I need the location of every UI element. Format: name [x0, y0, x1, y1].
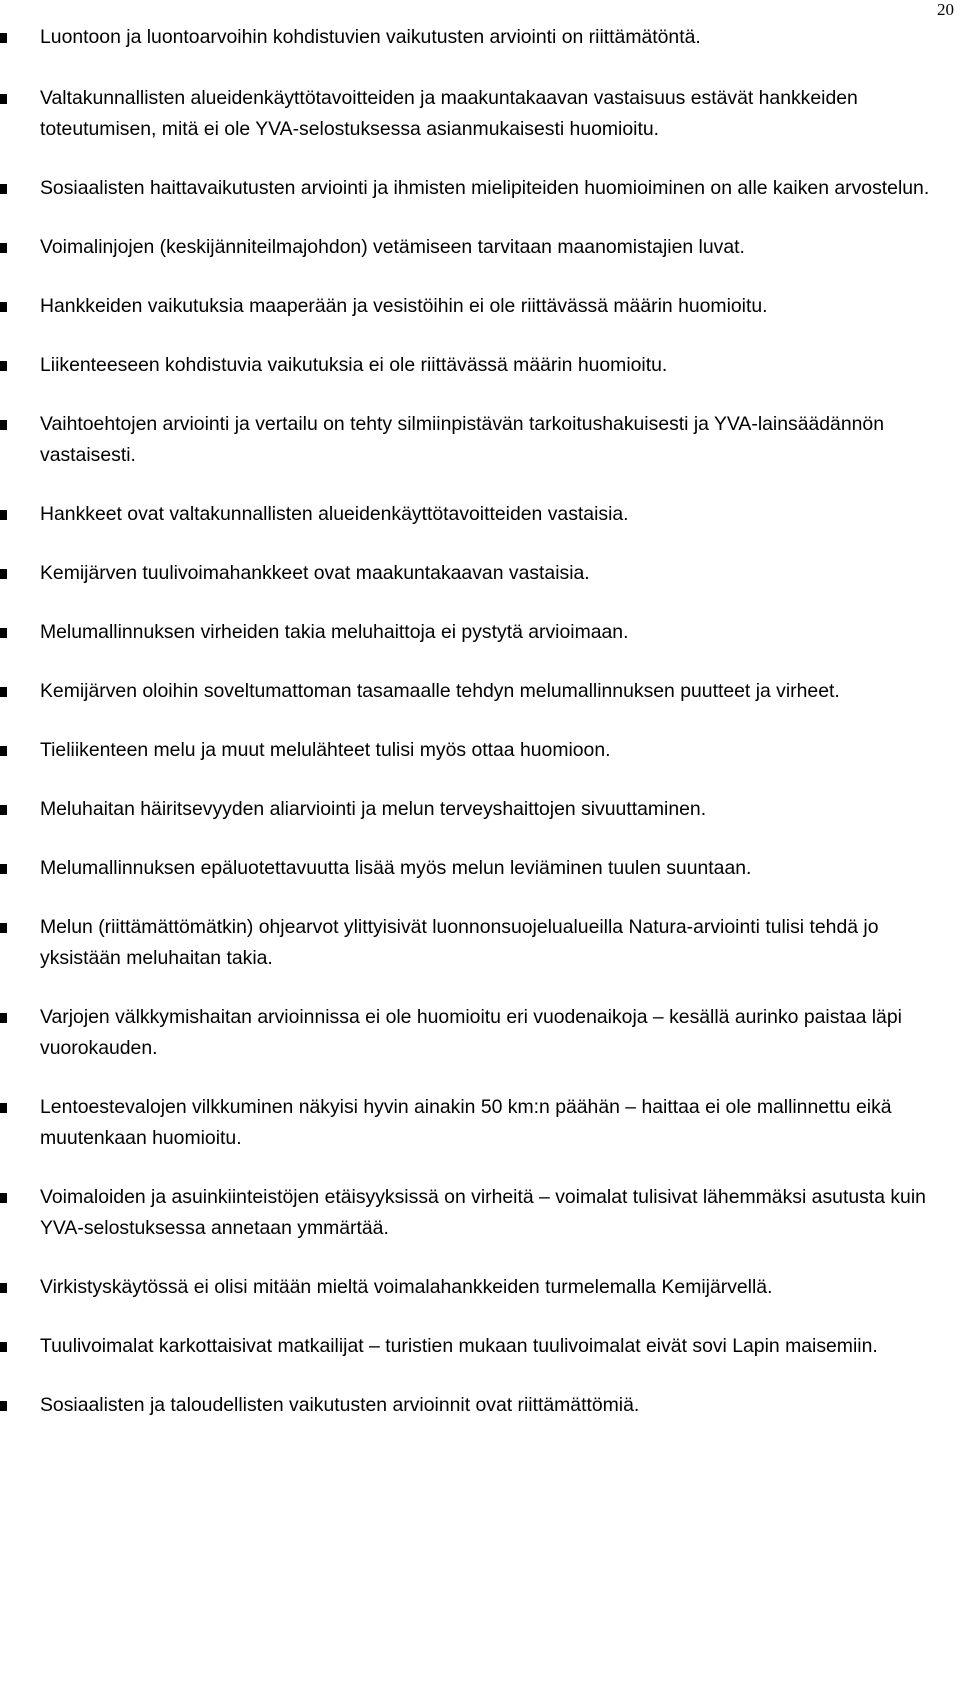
bullet-icon [0, 184, 7, 194]
list-item [0, 409, 960, 471]
bullet-icon [0, 746, 7, 756]
bullet-icon [0, 1342, 7, 1352]
list-item [0, 350, 960, 381]
list-item [0, 1092, 960, 1154]
bullet-list [0, 22, 960, 1449]
list-item-text: Luontoon ja luontoarvoihin kohdistuvien vaikutusten arviointi on riittämätöntä. [40, 26, 701, 48]
list-item-text: Melumallinnuksen epäluotettavuutta lisää myös melun leviäminen tuulen suuntaan. [40, 857, 752, 879]
list-item-text: Virkistyskäytössä ei olisi mitään mieltä voimalahankkeiden turmelemalla Kemijärvellä. [40, 1276, 773, 1298]
bullet-icon [0, 628, 7, 638]
bullet-icon [0, 1103, 7, 1113]
list-item-text: Hankkeet ovat valtakunnallisten alueidenkäyttötavoitteiden vastaisia. [40, 503, 629, 525]
list-item-text: Sosiaalisten ja taloudellisten vaikutusten arvioinnit ovat riittämättömiä. [40, 1394, 640, 1416]
bullet-icon [0, 510, 7, 520]
list-item [0, 291, 960, 322]
bullet-icon [0, 302, 7, 312]
bullet-icon [0, 864, 7, 874]
list-item-text: Melun (riittämättömätkin) ohjearvot ylittyisivät luonnonsuojelualueilla Natura-arviointi tulisi tehdä jo yksistään meluhaitan takia. [40, 916, 879, 969]
list-item [0, 676, 960, 707]
bullet-icon [0, 687, 7, 697]
list-item-text: Vaihtoehtojen arviointi ja vertailu on tehty silmiinpistävän tarkoitushakuisesti ja YVA-lainsäädännön vastaisesti. [40, 413, 884, 466]
list-item-text: Liikenteeseen kohdistuvia vaikutuksia ei ole riittävässä määrin huomioitu. [40, 354, 668, 376]
list-item [0, 1182, 960, 1244]
list-item [0, 83, 960, 145]
list-item [0, 1272, 960, 1303]
list-item [0, 1331, 960, 1362]
page-number: 20 [937, 0, 954, 19]
list-item [0, 794, 960, 825]
bullet-icon [0, 1013, 7, 1023]
bullet-icon [0, 805, 7, 815]
list-item-text: Varjojen välkkymishaitan arvioinnissa ei ole huomioitu eri vuodenaikoja – kesällä aurinko paistaa läpi vuorokauden. [40, 1006, 902, 1059]
list-item [0, 853, 960, 884]
list-item [0, 1390, 960, 1421]
list-item [0, 912, 960, 974]
bullet-icon [0, 1401, 7, 1411]
list-item [0, 22, 960, 53]
bullet-icon [0, 420, 7, 430]
list-item-text: Voimalinjojen (keskijänniteilmajohdon) vetämiseen tarvitaan maanomistajien luvat. [40, 236, 745, 258]
bullet-icon [0, 243, 7, 253]
list-item [0, 617, 960, 648]
list-item [0, 232, 960, 263]
list-item-text: Lentoestevalojen vilkkuminen näkyisi hyvin ainakin 50 km:n päähän – haittaa ei ole mallinnettu eikä muutenkaan huomioitu. [40, 1096, 892, 1149]
list-item-text: Hankkeiden vaikutuksia maaperään ja vesistöihin ei ole riittävässä määrin huomioitu. [40, 295, 768, 317]
list-item [0, 1002, 960, 1064]
list-item-text: Meluhaitan häiritsevyyden aliarviointi ja melun terveyshaittojen sivuuttaminen. [40, 798, 707, 820]
list-item-text: Tuulivoimalat karkottaisivat matkailijat – turistien mukaan tuulivoimalat eivät sovi Lapin maisemiin. [40, 1335, 878, 1357]
bullet-icon [0, 569, 7, 579]
list-item-text: Tieliikenteen melu ja muut melulähteet tulisi myös ottaa huomioon. [40, 739, 611, 761]
list-item-text: Kemijärven oloihin soveltumattoman tasamaalle tehdyn melumallinnuksen puutteet ja virheet. [40, 680, 840, 702]
list-item-text: Sosiaalisten haittavaikutusten arviointi ja ihmisten mielipiteiden huomioiminen on alle kaiken arvostelun. [40, 177, 930, 199]
bullet-icon [0, 33, 7, 43]
list-item-text: Voimaloiden ja asuinkiinteistöjen etäisyyksissä on virheitä – voimalat tulisivat lähemmäksi asutusta kuin YVA-selostuksessa annetaan ymmärtää. [40, 1186, 926, 1239]
list-item-text: Melumallinnuksen virheiden takia meluhaittoja ei pystytä arvioimaan. [40, 621, 629, 643]
bullet-icon [0, 361, 7, 371]
bullet-icon [0, 1193, 7, 1203]
list-item [0, 735, 960, 766]
list-item [0, 173, 960, 204]
list-item-text: Valtakunnallisten alueidenkäyttötavoitteiden ja maakuntakaavan vastaisuus estävät hankkeiden toteutumisen, mitä ei ole YVA-selostuksessa asianmukaisesti huomioitu. [40, 87, 858, 140]
bullet-icon [0, 94, 7, 104]
bullet-icon [0, 923, 7, 933]
bullet-icon [0, 1283, 7, 1293]
list-item-text: Kemijärven tuulivoimahankkeet ovat maakuntakaavan vastaisia. [40, 562, 590, 584]
list-item [0, 499, 960, 530]
list-item [0, 558, 960, 589]
